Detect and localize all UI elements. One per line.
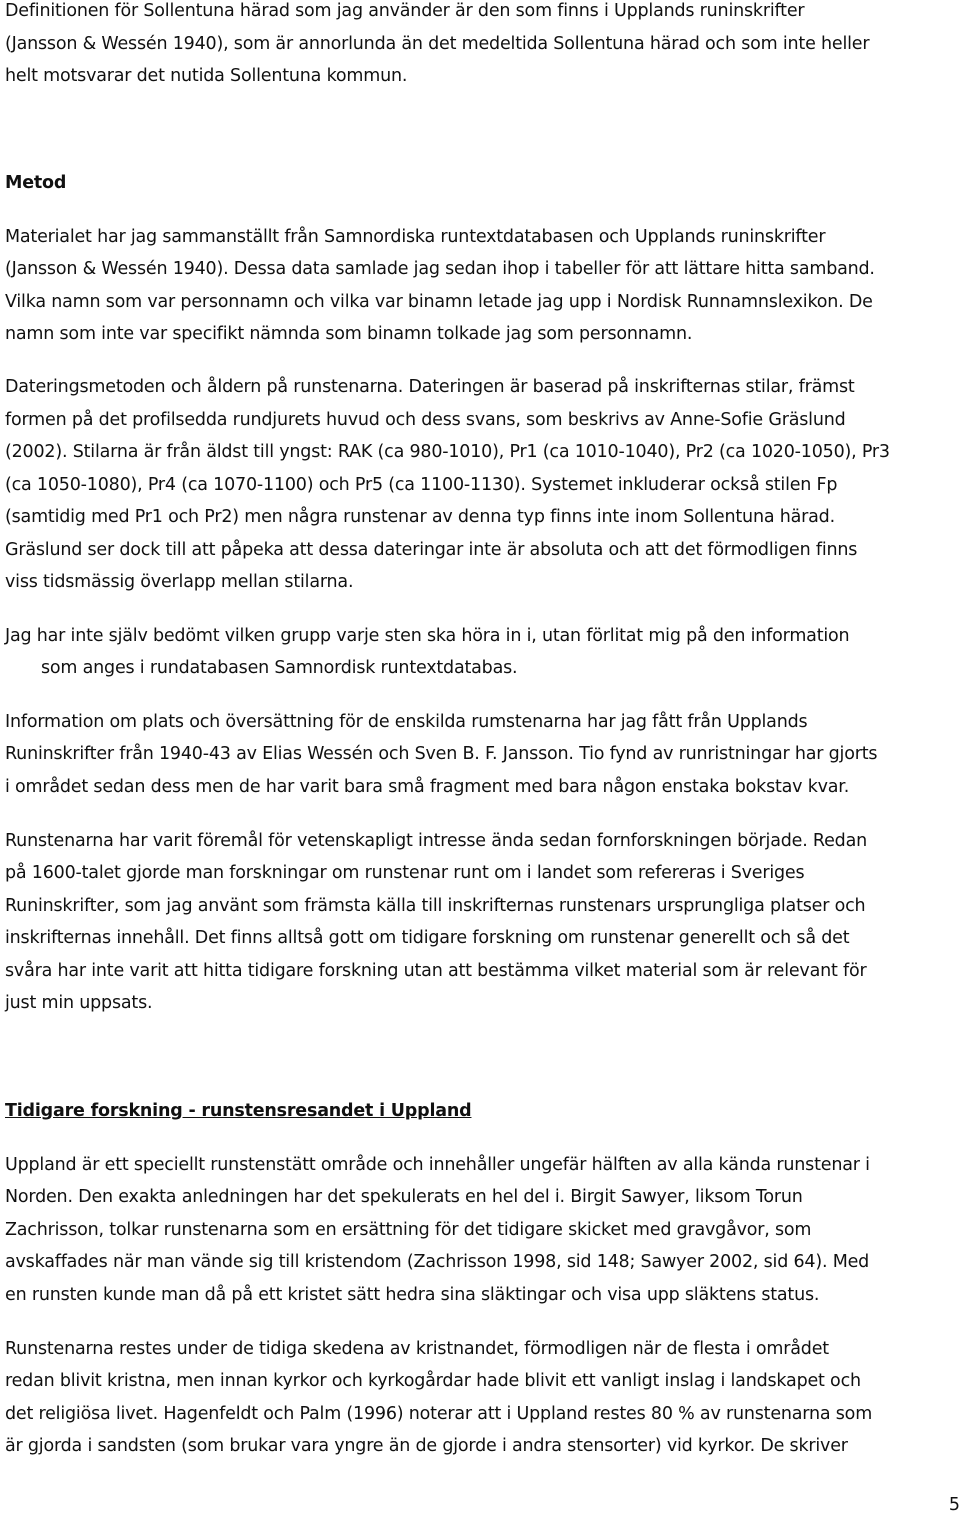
forskning-line-1: Runstenarna har varit föremål för vetenskapligt intresse ända sedan fornforskningen började. Redan bbox=[5, 831, 867, 851]
metod-line-2: (Jansson & Wessén 1940). Dessa data samlade jag sedan ihop i tabeller för att lättare hitta samband. bbox=[5, 259, 875, 279]
information-line-1: Information om plats och översättning för de enskilda rumstenarna har jag fått från Upplands bbox=[5, 712, 808, 732]
section-heading-tidigare-forskning: Tidigare forskning - runstensresandet i Uppland bbox=[5, 1101, 472, 1121]
restes-line-1: Runstenarna restes under de tidiga skedena av kristnandet, förmodligen när de flesta i området bbox=[5, 1339, 829, 1359]
uppland-line-5: en runsten kunde man då på ett kristet sätt hedra sina släktingar och visa upp släktens status. bbox=[5, 1285, 820, 1305]
page-number: 5 bbox=[948, 1495, 960, 1515]
metod-line-1: Materialet har jag sammanställt från Samnordiska runtextdatabasen och Upplands runinskrifter bbox=[5, 227, 826, 247]
section-heading-metod: Metod bbox=[5, 173, 67, 193]
restes-line-2: redan blivit kristna, men innan kyrkor och kyrkogårdar hade blivit ett vanligt inslag i landskapet och bbox=[5, 1371, 861, 1391]
intro-line-1: Definitionen för Sollentuna härad som jag använder är den som finns i Upplands runinskrifter bbox=[5, 1, 805, 21]
metod-line-3: Vilka namn som var personnamn och vilka var binamn letade jag upp i Nordisk Runnamnslexikon. De bbox=[5, 292, 873, 312]
information-line-3: i området sedan dess men de har varit bara små fragment med bara någon enstaka bokstav kvar. bbox=[5, 777, 850, 797]
uppland-line-2: Norden. Den exakta anledningen har det spekulerats en hel del i. Birgit Sawyer, liksom Torun bbox=[5, 1187, 803, 1207]
information-line-2: Runinskrifter från 1940-43 av Elias Wessén och Sven B. F. Jansson. Tio fynd av runristningar har gjorts bbox=[5, 744, 878, 764]
restes-line-3: det religiösa livet. Hagenfeldt och Palm (1996) noterar att i Uppland restes 80 % av runstenarna som bbox=[5, 1404, 873, 1424]
datering-line-1: Dateringsmetoden och åldern på runstenarna. Dateringen är baserad på inskrifternas stilar, främst bbox=[5, 377, 855, 397]
forskning-line-6: just min uppsats. bbox=[5, 993, 153, 1013]
datering-line-2: formen på det profilsedda rundjurets huvud och dess svans, som beskrivs av Anne-Sofie Gräslund bbox=[5, 410, 846, 430]
datering-line-7: viss tidsmässig överlapp mellan stilarna. bbox=[5, 572, 354, 592]
uppland-line-3: Zachrisson, tolkar runstenarna som en ersättning för det tidigare skicket med gravgåvor, som bbox=[5, 1220, 812, 1240]
forskning-line-4: inskrifternas innehåll. Det finns alltså gott om tidigare forskning om runstenar generellt och så det bbox=[5, 928, 850, 948]
datering-line-4: (ca 1050-1080), Pr4 (ca 1070-1100) och Pr5 (ca 1100-1130). Systemet inkluderar också stilen Fp bbox=[5, 475, 838, 495]
uppland-line-4: avskaffades när man vände sig till kristendom (Zachrisson 1998, sid 148; Sawyer 2002, sid 64). Med bbox=[5, 1252, 870, 1272]
uppland-line-1: Uppland är ett speciellt runstenstätt område och innehåller ungefär hälften av alla kända runstenar i bbox=[5, 1155, 870, 1175]
forskning-line-5: svåra har inte varit att hitta tidigare forskning utan att bestämma vilket material som är relevant för bbox=[5, 961, 867, 981]
datering-line-5: (samtidig med Pr1 och Pr2) men några runstenar av denna typ finns inte inom Sollentuna härad. bbox=[5, 507, 835, 527]
bedomt-line-2: som anges i rundatabasen Samnordisk runtextdatabas. bbox=[41, 658, 518, 678]
forskning-line-2: på 1600-talet gjorde man forskningar om runstenar runt om i landet som refereras i Sveriges bbox=[5, 863, 805, 883]
intro-line-3: helt motsvarar det nutida Sollentuna kommun. bbox=[5, 66, 408, 86]
datering-line-6: Gräslund ser dock till att påpeka att dessa dateringar inte är absoluta och att det förmodligen finns bbox=[5, 540, 858, 560]
bedomt-line-1: Jag har inte själv bedömt vilken grupp varje sten ska höra in i, utan förlitat mig på den information bbox=[5, 626, 850, 646]
datering-line-3: (2002). Stilarna är från äldst till yngst: RAK (ca 980-1010), Pr1 (ca 1010-1040), Pr2 (ca 1020-1050), Pr3 bbox=[5, 442, 890, 462]
forskning-line-3: Runinskrifter, som jag använt som främsta källa till inskrifternas runstenars ursprungliga platser och bbox=[5, 896, 866, 916]
metod-line-4: namn som inte var specifikt nämnda som binamn tolkade jag som personnamn. bbox=[5, 324, 693, 344]
intro-line-2: (Jansson & Wessén 1940), som är annorlunda än det medeltida Sollentuna härad och som inte heller bbox=[5, 34, 870, 54]
restes-line-4: är gjorda i sandsten (som brukar vara yngre än de gjorde i andra stensorter) vid kyrkor. De skriver bbox=[5, 1436, 848, 1456]
